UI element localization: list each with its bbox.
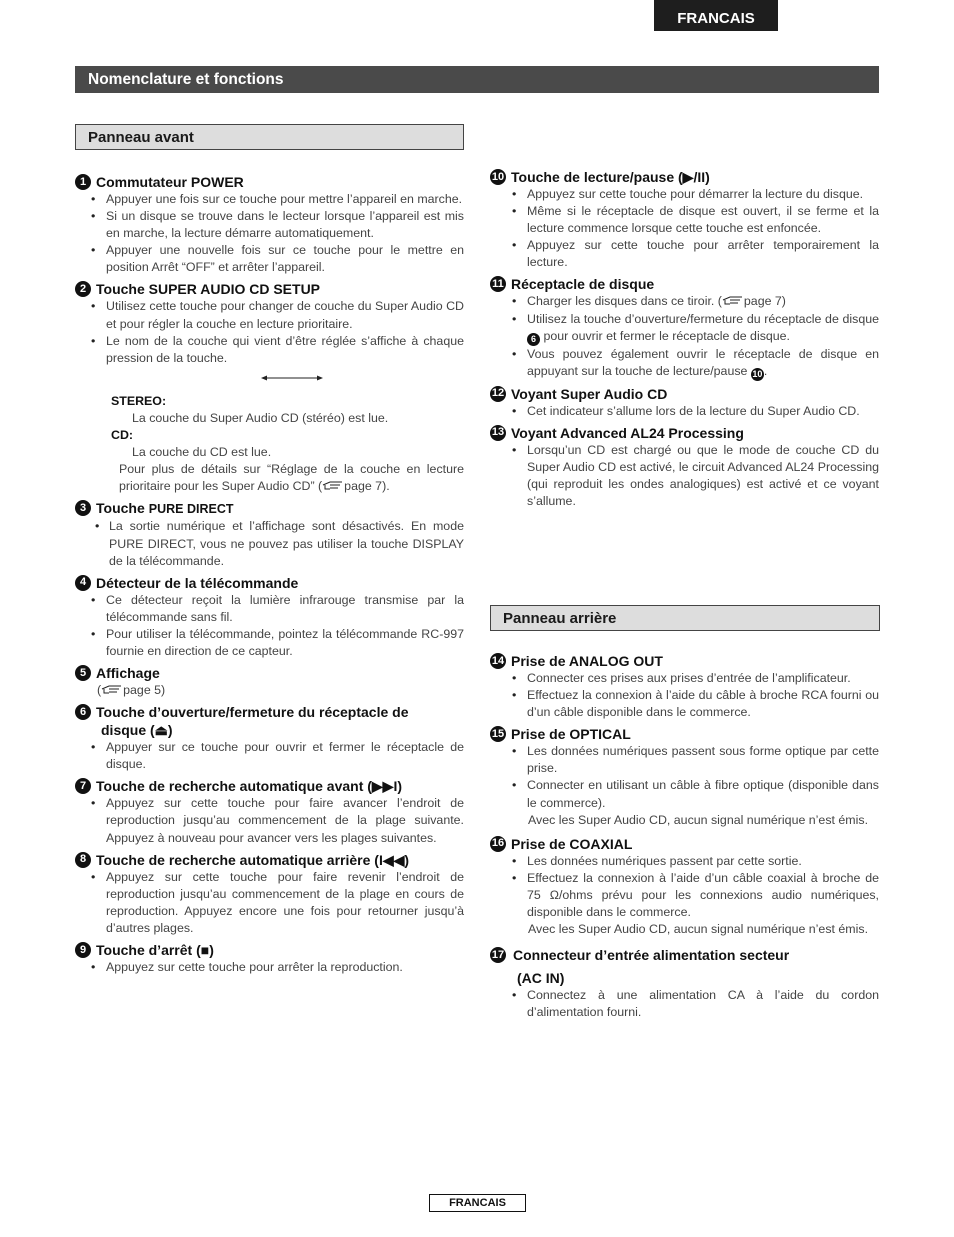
item-17 [490,946,879,1021]
item-title: Voyant Super Audio CD [511,385,668,402]
item-10 [490,168,879,271]
bullet-text: . [763,363,768,378]
item-1 [75,173,464,276]
item-5 [75,664,464,699]
number-badge: 9 [75,942,91,958]
bullet: • Les données numériques passent sous forme optique par cette prise. [512,743,879,777]
bullet: • Appuyez sur cette touche pour démarrer la lecture du disque. [512,186,879,203]
number-badge: 2 [75,281,91,297]
left-column [75,173,464,980]
bullet: • La sortie numérique et l’affichage sont désactivés. En mode PURE DIRECT, vous ne pouvez pas utiliser la touche DISPLAY de la télécommande. [95,518,464,569]
item-title: Affichage [96,665,160,682]
pointing-hand-icon [722,294,744,306]
item-title: Prise de OPTICAL [511,726,631,743]
item-title: Prise de ANALOG OUT [511,653,663,669]
item-title-small: PURE DIRECT [148,502,234,517]
note [119,461,464,495]
note-text: Pour plus de détails sur “Réglage de la couche en lecture prioritaire pour les Super Audio CD” ( [119,462,464,494]
number-badge: 16 [490,836,506,852]
item-14 [490,652,879,721]
bullet: • Connectez à une alimentation CA à l’aide du cordon d’alimentation fourni. [512,987,879,1021]
inline-number-badge: 10 [751,368,764,381]
number-badge: 8 [75,852,91,868]
bullet: • Appuyez sur cette touche pour arrêter la reproduction. [91,959,464,976]
item-title: Prise de COAXIAL [511,835,633,852]
number-badge: 7 [75,778,91,794]
cd-label: CD: [111,428,134,443]
number-badge: 1 [75,174,91,190]
item-6 [75,703,464,773]
item-15 [490,725,879,828]
note: Avec les Super Audio CD, aucun signal numérique n’est émis. [528,922,869,937]
bullet: • Utilisez cette touche pour changer de couche du Super Audio CD et pour régler la couche en lecture prioritaire. [91,298,464,332]
number-badge: 14 [490,653,506,669]
bullet: • Appuyer sur ce touche pour ouvrir et fermer le réceptacle de disque. [91,739,464,773]
bullet: • Le nom de la couche qui vient d’être réglée s’affiche à chaque pression de la touche. [91,333,464,367]
number-badge: 17 [490,947,506,963]
bullet: • Si un disque se trouve dans le lecteur lorsque l’appareil est mis en marche, la lecture démarre automatiquement. [91,208,464,242]
item-3 [75,499,464,569]
pointing-hand-icon [322,479,344,491]
item-title: Touche d’arrêt (■) [96,942,214,958]
number-badge: 15 [490,726,506,742]
bullet: • Appuyez sur cette touche pour faire revenir l’endroit de reproduction jusqu’au commencement de la plage en cours de reproduction. Appuyez encore une fois pour retourner jusqu’à d’autres plages. [91,869,464,937]
right-column-bottom [490,652,879,1025]
number-badge: 5 [75,665,91,681]
item-title-cont: disque (⏏) [101,722,173,739]
item-title: Voyant Advanced AL24 Processing [511,424,744,441]
item-title: Touche d’ouverture/fermeture du réceptacle de [96,704,409,721]
subheading-panneau-arriere: Panneau arrière [490,605,880,631]
item-title: Détecteur de la télécommande [96,574,299,591]
item-title: Touche SUPER AUDIO CD SETUP [96,281,321,298]
item-7 [75,777,464,846]
item-title: Touche de lecture/pause (▶/II) [511,169,710,185]
item-title: Touche de recherche automatique avant (▶▶I) [96,778,403,795]
bullet: • Connecter ces prises aux prises d’entrée de l’amplificateur. [512,670,879,687]
bullet: • Ce détecteur reçoit la lumière infrarouge transmise par la télécommande sans fil. [91,592,464,626]
item-title: Connecteur d’entrée alimentation secteur [513,947,790,964]
item-13 [490,424,879,510]
item-title: Touche [96,500,145,517]
bullet: • Effectuez la connexion à l’aide du câble à broche RCA fourni ou d’un câble disponible dans le commerce. [512,687,879,721]
note-ref: page 7). [344,479,390,494]
double-arrow-icon [91,367,464,393]
stereo-description: La couche du Super Audio CD (stéréo) est lue. [132,410,389,425]
item-title: Réceptacle de disque [511,276,655,293]
bullet [512,346,879,381]
pointing-hand-icon [101,683,123,695]
bullet: • Effectuez la connexion à l’aide d’un câble coaxial à broche de 75 Ω/ohms prévu pour les connexions audio numériques, disponible dans le commerce. [512,870,879,921]
bullet: • Appuyer une fois sur ce touche pour mettre l’appareil en marche. [91,191,464,208]
bullet: • Même si le réceptacle de disque est ouvert, il se ferme et la lecture commence lorsque cette touche est enfoncée. [512,203,879,237]
section-title-bar: Nomenclature et fonctions [75,66,879,93]
bullet-text: pour ouvrir et fermer le réceptacle de disque. [540,328,791,343]
inline-number-badge: 6 [527,333,540,346]
bullet: • Pour utiliser la télécommande, pointez la télécommande RC-997 fournie en direction de ce capteur. [91,626,464,660]
ref-text: page 5) [123,683,166,698]
number-badge: 4 [75,575,91,591]
bullet: • Appuyez sur cette touche pour arrêter temporairement la lecture. [512,237,879,271]
item-title: Commutateur POWER [96,174,244,190]
footer-language-tab: FRANCAIS [429,1194,526,1212]
bullet: • Les données numériques passent par cette sortie. [512,853,879,870]
bullet: • Connecter en utilisant un câble à fibre optique (disponible dans le commerce). [512,777,879,811]
page-reference [97,682,464,699]
number-badge: 3 [75,500,91,516]
right-column-top [490,168,879,514]
item-16 [490,835,879,938]
bullet: • Cet indicateur s’allume lors de la lecture du Super Audio CD. [512,403,879,420]
item-title-cont: (AC IN) [517,970,565,987]
item-2 [75,280,464,495]
number-badge: 11 [490,276,506,292]
bullet-text: Vous pouvez également ouvrir le réceptacle de disque en appuyant sur la touche de lecture/pause [527,346,879,378]
number-badge: 6 [75,704,91,720]
bullet: • Lorsqu’un CD est chargé ou que le mode de couche CD du Super Audio CD est activé, le circuit Advanced AL24 Processing (qui reproduit les ondes analogiques) est activé et ce voyant s’allume. [512,442,879,510]
bullet: • Appuyer une nouvelle fois sur ce touche pour le mettre en position Arrêt “OFF” et arrêter l’appareil. [91,242,464,276]
bullet-text: Charger les disques dans ce tiroir. ( [527,294,722,309]
bullet-text: Utilisez la touche d’ouverture/fermeture du réceptacle de disque [527,311,879,326]
item-11 [490,275,879,380]
note: Avec les Super Audio CD, aucun signal numérique n’est émis. [528,812,869,827]
bullet [512,311,879,346]
bullet: • Appuyez sur cette touche pour faire avancer l’endroit de reproduction jusqu’au commencement de la plage suivante. Appuyez à nouveau pour avancer vers les plages suivantes. [91,795,464,846]
item-4 [75,574,464,660]
item-12 [490,385,879,420]
subheading-panneau-avant: Panneau avant [75,124,464,150]
number-badge: 10 [490,169,506,185]
ref-paren: ( [97,683,102,698]
language-tab: FRANCAIS [654,0,778,31]
item-8 [75,851,464,937]
number-badge: 13 [490,425,506,441]
item-title: Touche de recherche automatique arrière (I◀◀) [96,851,410,868]
cd-description: La couche du CD est lue. [132,445,272,460]
ref-text: page 7) [743,294,786,309]
item-9 [75,941,464,976]
number-badge: 12 [490,386,506,402]
bullet [512,293,879,310]
stereo-label: STEREO: [111,393,167,408]
